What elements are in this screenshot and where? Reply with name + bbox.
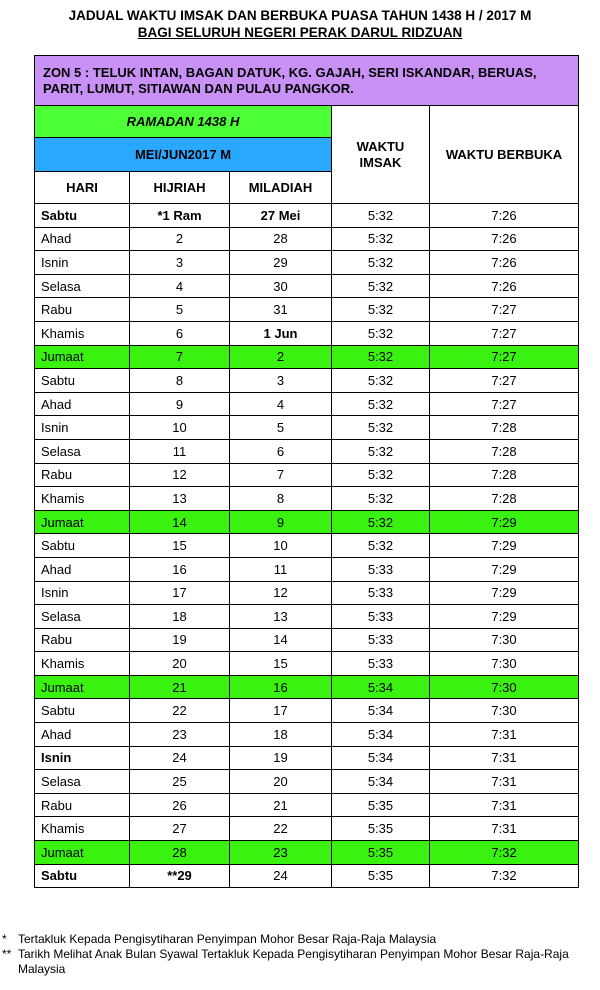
table-row [35, 817, 579, 841]
hari-cell: Selasa [35, 770, 130, 794]
miladiah-cell: 7 [230, 463, 332, 487]
miladiah-cell: 12 [230, 581, 332, 605]
berbuka-cell: 7:30 [430, 652, 579, 676]
hari-cell: Rabu [35, 298, 130, 322]
miladiah-cell: 8 [230, 487, 332, 511]
hari-cell: Sabtu [35, 369, 130, 393]
table-row [35, 321, 579, 345]
berbuka-cell: 7:26 [430, 227, 579, 251]
hari-cell: Khamis [35, 487, 130, 511]
berbuka-cell: 7:28 [430, 439, 579, 463]
imsak-cell: 5:35 [332, 864, 430, 888]
table-row [35, 369, 579, 393]
imsak-cell: 5:35 [332, 817, 430, 841]
hari-cell: Jumaat [35, 345, 130, 369]
hijriah-cell: 26 [130, 793, 230, 817]
imsak-header: WAKTU IMSAK [332, 106, 430, 204]
hari-cell: Ahad [35, 557, 130, 581]
table-row [35, 841, 579, 865]
hijriah-cell: 18 [130, 605, 230, 629]
berbuka-cell: 7:27 [430, 321, 579, 345]
imsak-cell: 5:34 [332, 723, 430, 747]
miladiah-cell: 15 [230, 652, 332, 676]
hari-cell: Jumaat [35, 510, 130, 534]
hari-cell: Isnin [35, 746, 130, 770]
imsak-cell: 5:32 [332, 534, 430, 558]
imsak-cell: 5:34 [332, 746, 430, 770]
miladiah-cell: 28 [230, 227, 332, 251]
berbuka-cell: 7:27 [430, 369, 579, 393]
document-subtitle: BAGI SELURUH NEGERI PERAK DARUL RIDZUAN [137, 25, 463, 40]
imsak-cell: 5:32 [332, 345, 430, 369]
hari-cell: Sabtu [35, 204, 130, 228]
imsak-cell: 5:32 [332, 251, 430, 275]
miladiah-cell: 30 [230, 274, 332, 298]
hijriah-cell: 13 [130, 487, 230, 511]
table-row [35, 628, 579, 652]
table-row [35, 699, 579, 723]
table-row [35, 581, 579, 605]
month-header: MEI/JUN2017 M [35, 138, 332, 172]
berbuka-cell: 7:30 [430, 699, 579, 723]
imsak-cell: 5:35 [332, 841, 430, 865]
hijriah-header: HIJRIAH [130, 172, 230, 204]
hari-cell: Rabu [35, 463, 130, 487]
hijriah-cell: 11 [130, 439, 230, 463]
berbuka-cell: 7:27 [430, 345, 579, 369]
table-row [35, 227, 579, 251]
ramadan-header: RAMADAN 1438 H [35, 106, 332, 138]
hari-cell: Rabu [35, 628, 130, 652]
table-row [35, 463, 579, 487]
hijriah-cell: 22 [130, 699, 230, 723]
miladiah-cell: 31 [230, 298, 332, 322]
hijriah-cell: 19 [130, 628, 230, 652]
imsak-cell: 5:33 [332, 628, 430, 652]
hijriah-cell: 23 [130, 723, 230, 747]
table-row [35, 652, 579, 676]
footnote-mark: ** [2, 947, 12, 961]
miladiah-cell: 1 Jun [230, 321, 332, 345]
berbuka-cell: 7:30 [430, 675, 579, 699]
hijriah-cell: 4 [130, 274, 230, 298]
footnote-text: Tarikh Melihat Anak Bulan Syawal Tertakluk Kepada Pengisytiharan Penyimpan Mohor Besar Raja-Raja Malaysia [18, 947, 569, 976]
miladiah-cell: 4 [230, 392, 332, 416]
berbuka-cell: 7:28 [430, 463, 579, 487]
table-row [35, 274, 579, 298]
table-row [35, 251, 579, 275]
berbuka-cell: 7:28 [430, 487, 579, 511]
hari-cell: Isnin [35, 581, 130, 605]
hijriah-cell: 5 [130, 298, 230, 322]
berbuka-cell: 7:29 [430, 605, 579, 629]
imsak-cell: 5:32 [332, 298, 430, 322]
miladiah-cell: 10 [230, 534, 332, 558]
hari-header: HARI [35, 172, 130, 204]
hari-cell: Selasa [35, 605, 130, 629]
hari-cell: Khamis [35, 321, 130, 345]
table-row [35, 723, 579, 747]
imsak-cell: 5:32 [332, 274, 430, 298]
hari-cell: Rabu [35, 793, 130, 817]
imsak-cell: 5:34 [332, 699, 430, 723]
berbuka-cell: 7:27 [430, 298, 579, 322]
berbuka-cell: 7:29 [430, 534, 579, 558]
hijriah-cell: 21 [130, 675, 230, 699]
table-row [35, 392, 579, 416]
imsak-cell: 5:32 [332, 439, 430, 463]
hijriah-cell: 17 [130, 581, 230, 605]
berbuka-cell: 7:26 [430, 274, 579, 298]
miladiah-cell: 2 [230, 345, 332, 369]
hari-cell: Jumaat [35, 841, 130, 865]
hari-cell: Sabtu [35, 699, 130, 723]
table-row [35, 557, 579, 581]
footnotes [2, 932, 598, 977]
miladiah-cell: 17 [230, 699, 332, 723]
miladiah-cell: 11 [230, 557, 332, 581]
imsak-cell: 5:32 [332, 416, 430, 440]
hari-cell: Ahad [35, 723, 130, 747]
berbuka-cell: 7:31 [430, 793, 579, 817]
miladiah-header: MILADIAH [230, 172, 332, 204]
hari-cell: Selasa [35, 274, 130, 298]
zone-banner: ZON 5 : TELUK INTAN, BAGAN DATUK, KG. GAJAH, SERI ISKANDAR, BERUAS, PARIT, LUMUT, SITIAWAN DAN PULAU PANGKOR. [35, 56, 579, 106]
hari-cell: Ahad [35, 227, 130, 251]
hijriah-cell: 7 [130, 345, 230, 369]
berbuka-cell: 7:27 [430, 392, 579, 416]
footnote [2, 947, 598, 977]
miladiah-cell: 14 [230, 628, 332, 652]
berbuka-cell: 7:26 [430, 204, 579, 228]
miladiah-cell: 23 [230, 841, 332, 865]
table-row [35, 605, 579, 629]
imsak-cell: 5:32 [332, 510, 430, 534]
imsak-cell: 5:34 [332, 675, 430, 699]
document-title: JADUAL WAKTU IMSAK DAN BERBUKA PUASA TAHUN 1438 H / 2017 M [68, 8, 532, 23]
miladiah-cell: 29 [230, 251, 332, 275]
table-row [35, 439, 579, 463]
table-row [35, 298, 579, 322]
miladiah-cell: 19 [230, 746, 332, 770]
footnote-text: Tertakluk Kepada Pengisytiharan Penyimpan Mohor Besar Raja-Raja Malaysia [18, 932, 437, 946]
imsak-cell: 5:34 [332, 770, 430, 794]
miladiah-cell: 20 [230, 770, 332, 794]
berbuka-cell: 7:31 [430, 770, 579, 794]
hijriah-cell: *1 Ram [130, 204, 230, 228]
footnote-mark: * [2, 932, 7, 946]
hari-cell: Sabtu [35, 864, 130, 888]
hari-cell: Sabtu [35, 534, 130, 558]
miladiah-cell: 27 Mei [230, 204, 332, 228]
hijriah-cell: 12 [130, 463, 230, 487]
imsak-cell: 5:32 [332, 369, 430, 393]
table-row [35, 204, 579, 228]
hari-cell: Khamis [35, 817, 130, 841]
berbuka-header: WAKTU BERBUKA [430, 106, 579, 204]
table-row [35, 510, 579, 534]
table-row [35, 746, 579, 770]
imsak-cell: 5:32 [332, 227, 430, 251]
berbuka-cell: 7:31 [430, 817, 579, 841]
hijriah-cell: 16 [130, 557, 230, 581]
table-row [35, 416, 579, 440]
miladiah-cell: 16 [230, 675, 332, 699]
hari-cell: Jumaat [35, 675, 130, 699]
berbuka-cell: 7:28 [430, 416, 579, 440]
hijriah-cell: 8 [130, 369, 230, 393]
berbuka-cell: 7:29 [430, 510, 579, 534]
miladiah-cell: 5 [230, 416, 332, 440]
hari-cell: Isnin [35, 416, 130, 440]
berbuka-cell: 7:29 [430, 581, 579, 605]
imsak-cell: 5:32 [332, 392, 430, 416]
miladiah-cell: 13 [230, 605, 332, 629]
imsak-cell: 5:35 [332, 793, 430, 817]
table-row [35, 345, 579, 369]
hijriah-cell: 6 [130, 321, 230, 345]
hijriah-cell: 28 [130, 841, 230, 865]
imsak-cell: 5:33 [332, 605, 430, 629]
schedule-table [34, 55, 579, 888]
table-row [35, 534, 579, 558]
hijriah-cell: 27 [130, 817, 230, 841]
hijriah-cell: 3 [130, 251, 230, 275]
hijriah-cell: 10 [130, 416, 230, 440]
miladiah-cell: 9 [230, 510, 332, 534]
hari-cell: Selasa [35, 439, 130, 463]
hijriah-cell: 9 [130, 392, 230, 416]
hijriah-cell: 24 [130, 746, 230, 770]
imsak-cell: 5:33 [332, 557, 430, 581]
hijriah-cell: 20 [130, 652, 230, 676]
miladiah-cell: 22 [230, 817, 332, 841]
hari-cell: Isnin [35, 251, 130, 275]
berbuka-cell: 7:29 [430, 557, 579, 581]
imsak-cell: 5:32 [332, 204, 430, 228]
table-row [35, 793, 579, 817]
table-row [35, 487, 579, 511]
berbuka-cell: 7:32 [430, 864, 579, 888]
berbuka-cell: 7:31 [430, 723, 579, 747]
imsak-cell: 5:33 [332, 652, 430, 676]
table-row [35, 864, 579, 888]
hijriah-cell: **29 [130, 864, 230, 888]
table-row [35, 770, 579, 794]
miladiah-cell: 21 [230, 793, 332, 817]
hijriah-cell: 14 [130, 510, 230, 534]
berbuka-cell: 7:30 [430, 628, 579, 652]
miladiah-cell: 3 [230, 369, 332, 393]
hari-cell: Khamis [35, 652, 130, 676]
table-row [35, 675, 579, 699]
imsak-cell: 5:32 [332, 463, 430, 487]
imsak-cell: 5:32 [332, 321, 430, 345]
imsak-cell: 5:33 [332, 581, 430, 605]
imsak-cell: 5:32 [332, 487, 430, 511]
berbuka-cell: 7:32 [430, 841, 579, 865]
miladiah-cell: 6 [230, 439, 332, 463]
hari-cell: Ahad [35, 392, 130, 416]
hijriah-cell: 2 [130, 227, 230, 251]
berbuka-cell: 7:26 [430, 251, 579, 275]
hijriah-cell: 15 [130, 534, 230, 558]
footnote [2, 932, 598, 947]
miladiah-cell: 18 [230, 723, 332, 747]
miladiah-cell: 24 [230, 864, 332, 888]
berbuka-cell: 7:31 [430, 746, 579, 770]
hijriah-cell: 25 [130, 770, 230, 794]
